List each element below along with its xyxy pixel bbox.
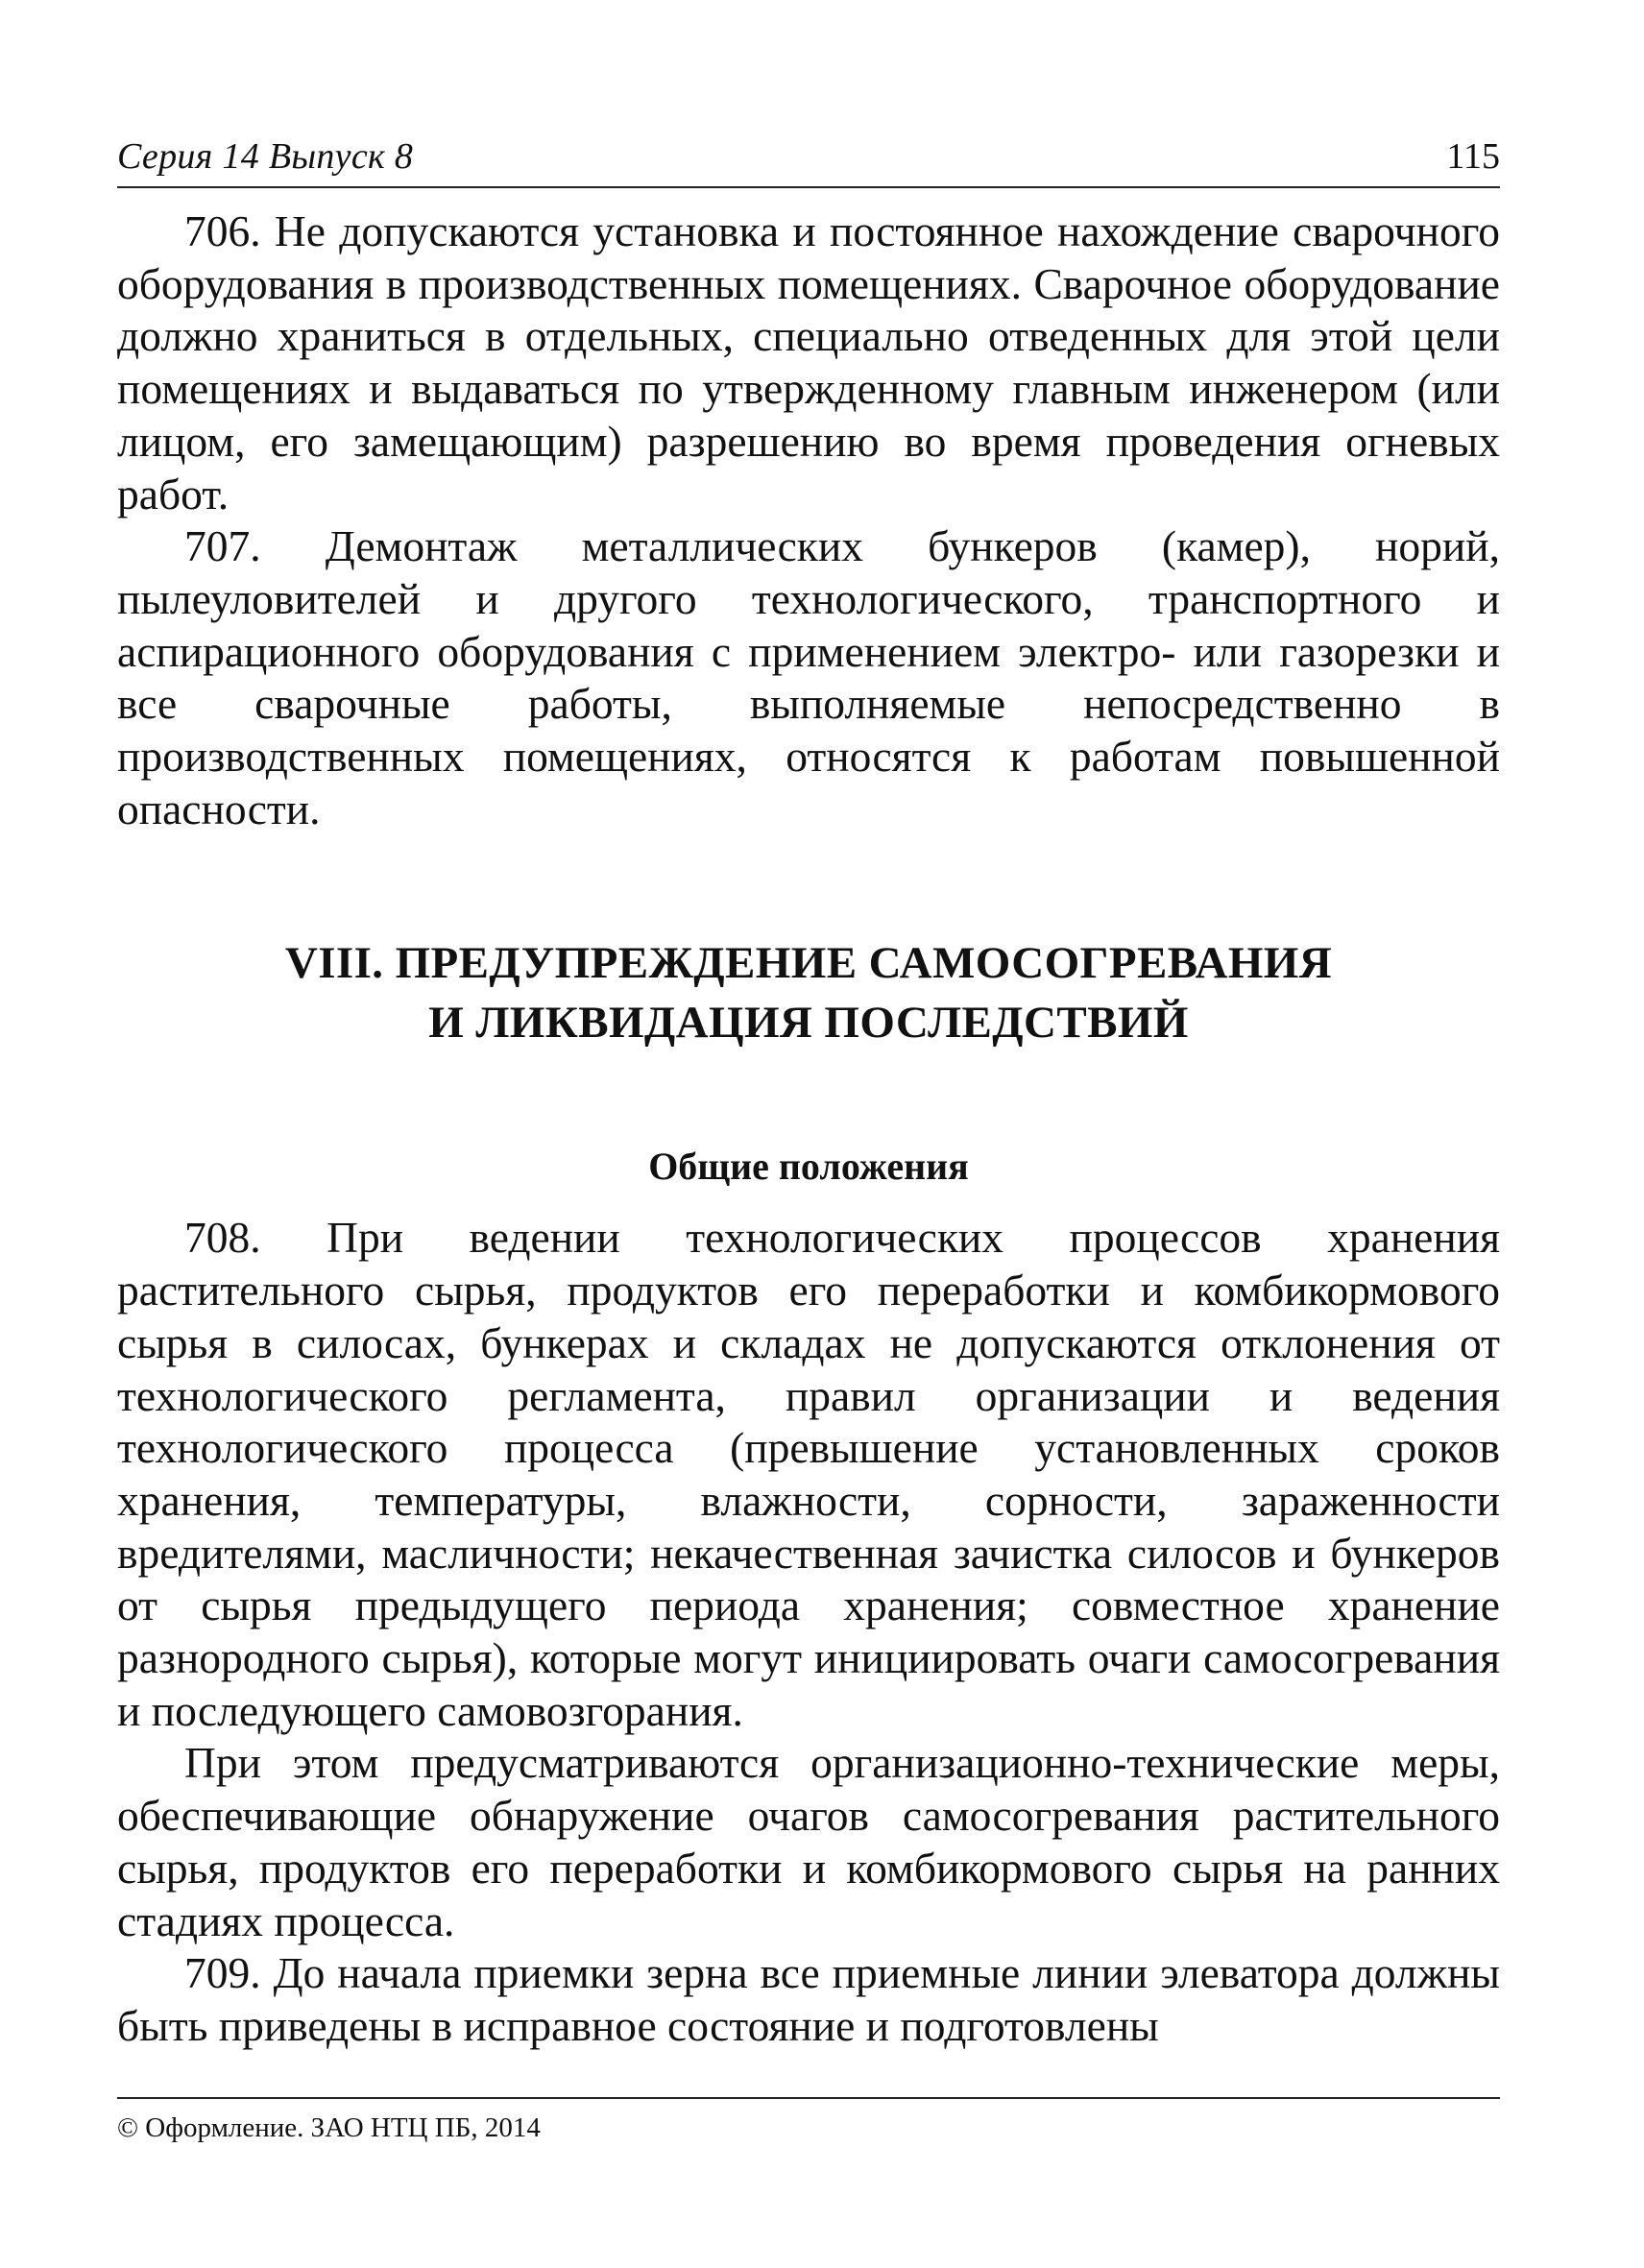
paragraph-708-continued: При этом предусматриваются организационно-технические меры, обеспечивающие обнаружение очагов самосогревания растительного сырья, продуктов его переработки и комбикормового сырья на ранних стадиях процесса. bbox=[117, 1738, 1500, 1945]
running-header bbox=[117, 131, 1500, 188]
section-title-line2: И ЛИКВИДАЦИЯ ПОСЛЕДСТВИЙ bbox=[428, 998, 1189, 1049]
paragraph-706: 706. Не допускаются установка и постоянное нахождение сварочного оборудования в производственных помещениях. Сварочное оборудование должно храниться в отдельных, специально отведенных для этой цели помещениях и выдаваться по утвержденному главным инженером (или лицом, его замещающим) разрешению во время проведения огневых работ. bbox=[117, 206, 1500, 519]
subsection-heading: Общие положения bbox=[648, 1145, 969, 1189]
section-title-line1: VIII. ПРЕДУПРЕЖДЕНИЕ САМОСОГРЕВАНИЯ bbox=[284, 938, 1333, 989]
section-heading bbox=[117, 933, 1500, 1052]
series-title: Серия 14 Выпуск 8 bbox=[117, 136, 414, 177]
footer-divider bbox=[117, 2097, 1500, 2099]
body-text bbox=[117, 205, 1500, 2053]
page-number: 115 bbox=[1446, 136, 1500, 177]
paragraph-707: 707. Демонтаж металлических бункеров (камер), норий, пылеуловителей и другого технологического, транспортного и аспирационного оборудования с применением электро- или газорезки и все сварочные работы, выполняемые непосредственно в производственных помещениях, относятся к работам повышенной опасности. bbox=[117, 521, 1500, 833]
paragraph-708: 708. При ведении технологических процессов хранения растительного сырья, продуктов его переработки и комбикормового сырья в силосах, бункерах и складах не допускаются отклонения от технологического регламента, правил организации и ведения технологического процесса (превышение установленных сроков хранения, температуры, влажности, сорности, зараженности вредителями, масличности; некачественная зачистка силосов и бункеров от сырья предыдущего периода хранения; совместное хранение разнородного сырья), которые могут инициировать очаги самосогревания и последующего самовозгорания. bbox=[117, 1213, 1500, 1735]
copyright-footer: © Оформление. ЗАО НТЦ ПБ, 2014 bbox=[117, 2112, 541, 2143]
paragraph-709: 709. До начала приемки зерна все приемные линии элеватора должны быть приведены в исправное состояние и подготовлены bbox=[117, 1948, 1500, 2050]
